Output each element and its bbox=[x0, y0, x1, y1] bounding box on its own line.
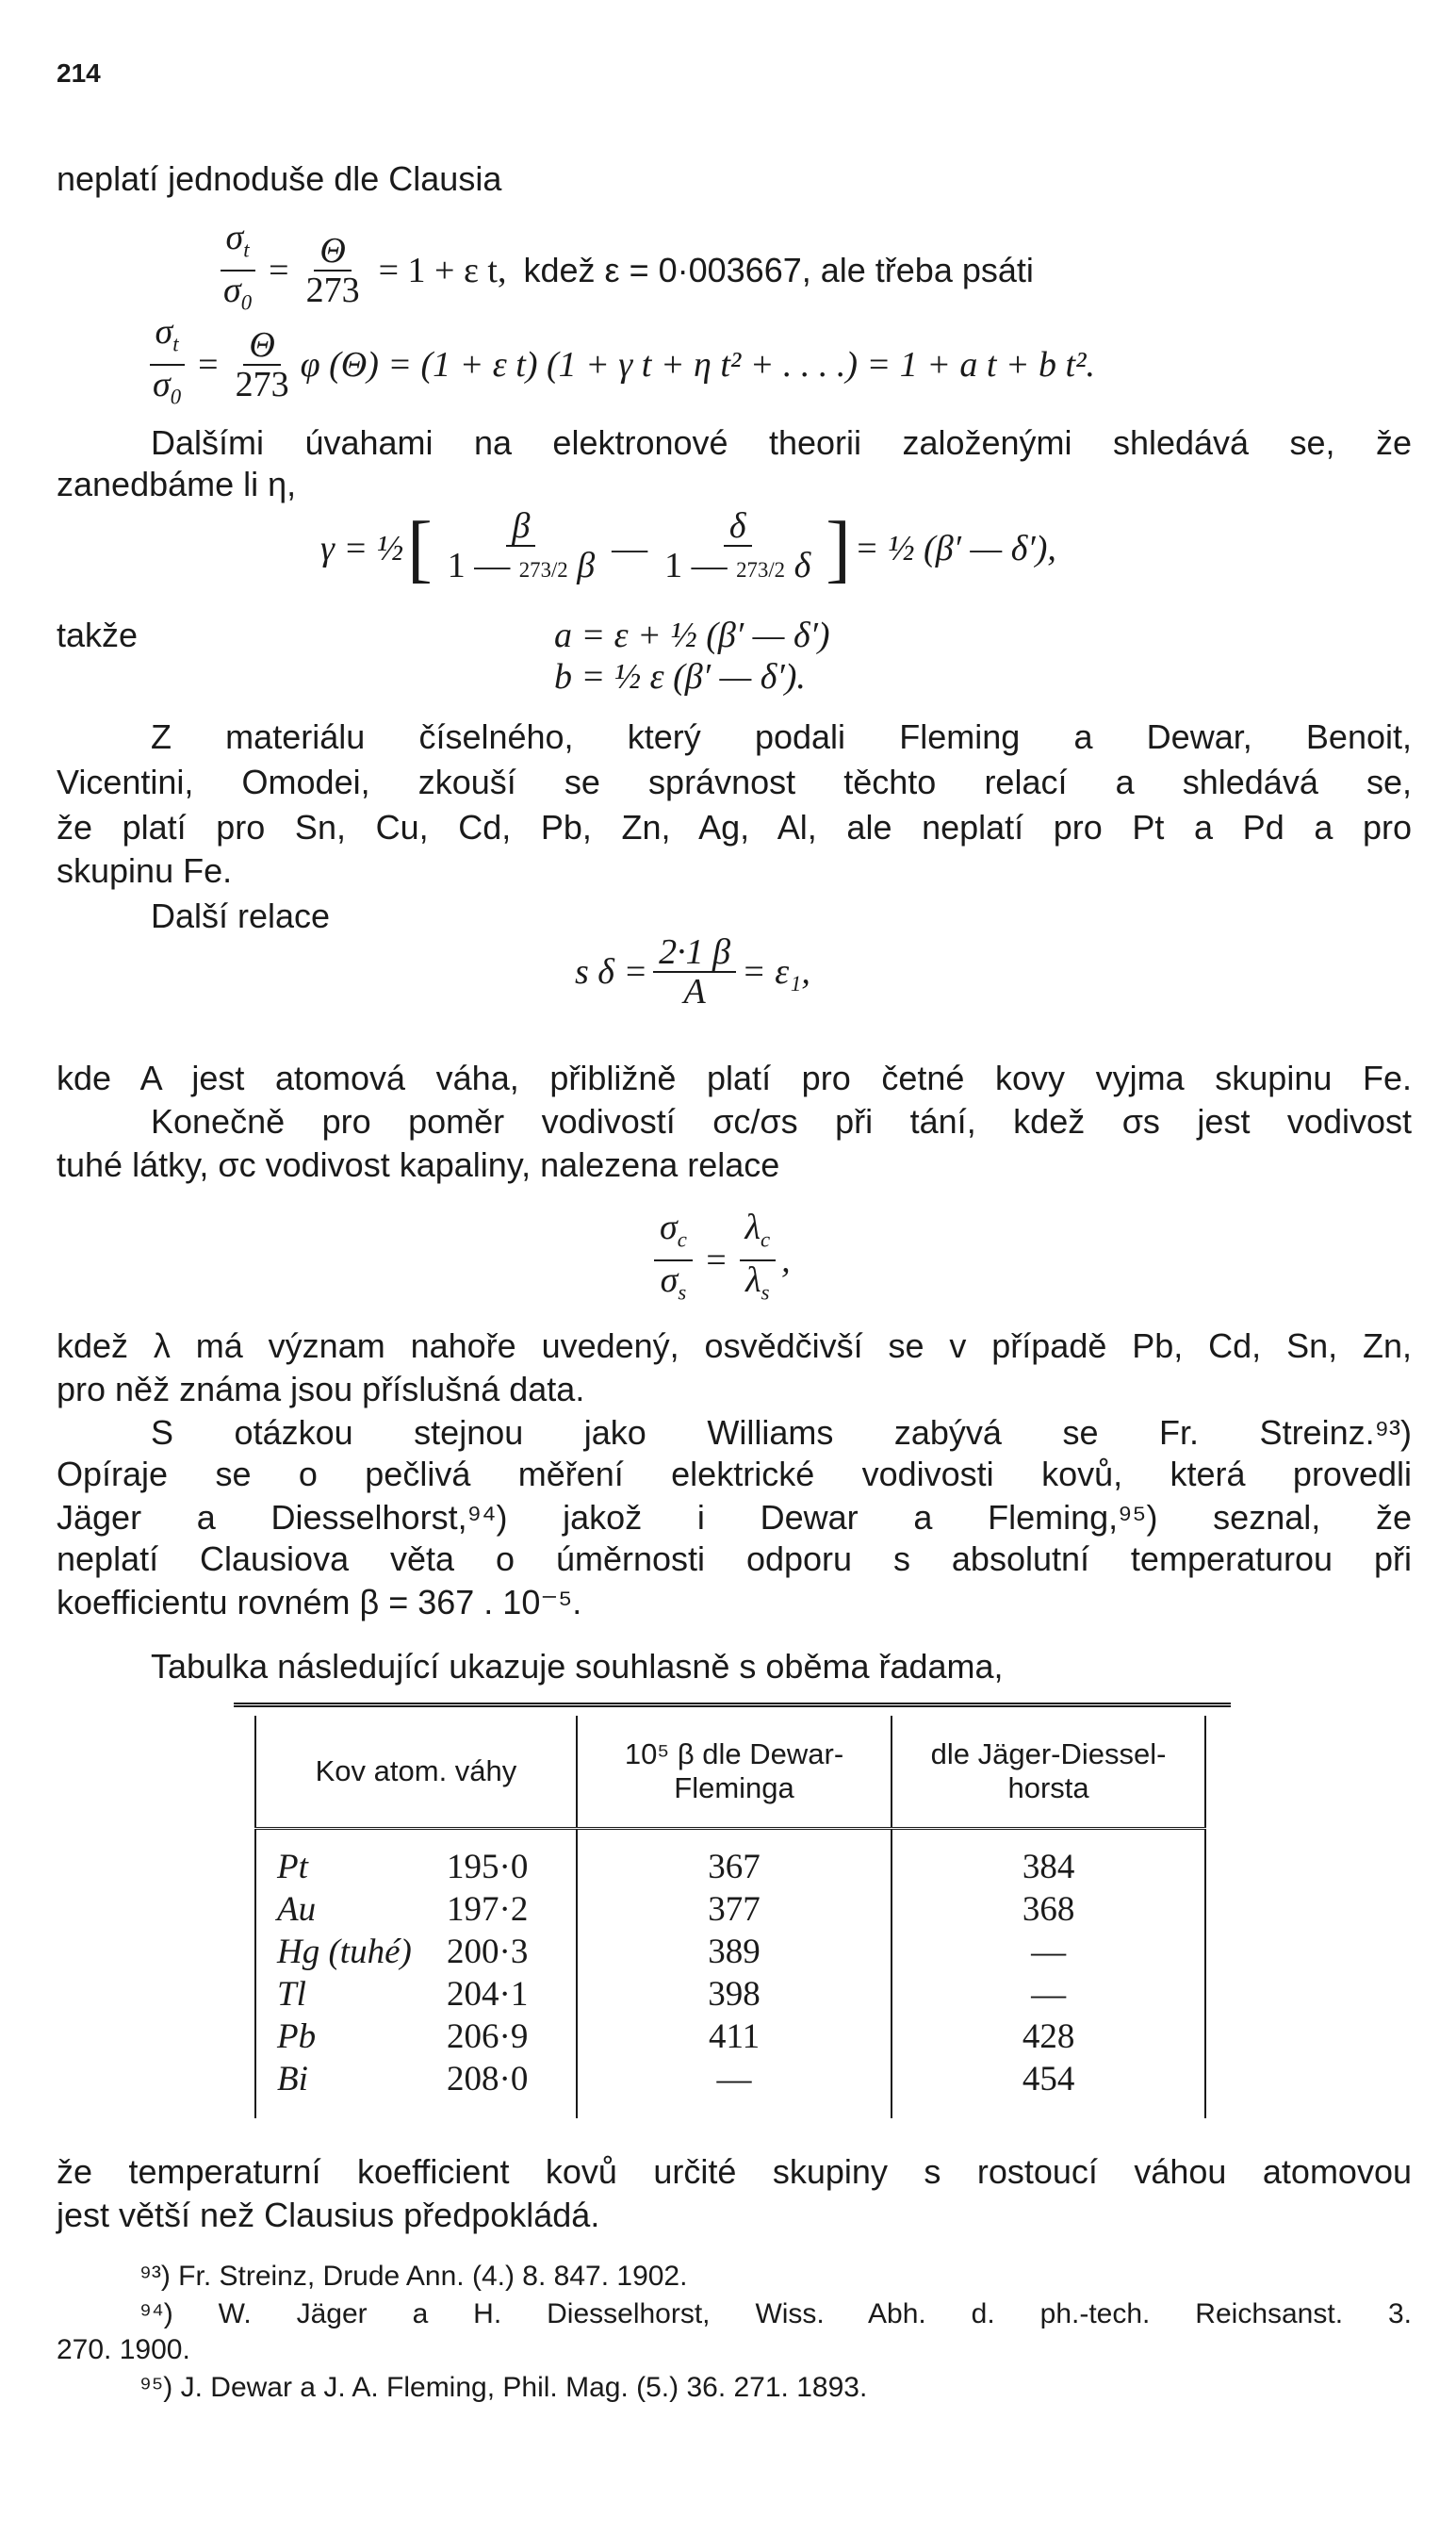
cell-vaha: 200·3 bbox=[447, 1933, 529, 1971]
equation-4-a: a = ε + ½ (β′ — δ′) bbox=[554, 616, 830, 655]
paragraph-8-line-2: jest větší než Clausius předpokládá. bbox=[57, 2196, 600, 2234]
equation-6: $\frac{\sigma_c}{\sigma_s}$ = $\frac{\lambda_c}{\lambda_s}$ , bbox=[648, 1209, 791, 1311]
paragraph-5-line-1: kdež λ má význam nahoře uvedený, osvědčivší se v případě Pb, Cd, Sn, Zn, bbox=[57, 1326, 1412, 1365]
cell-kov: Pb bbox=[277, 2017, 317, 2056]
fraction-sigma-c-sigma-s: $\frac{\sigma_c}{\sigma_s}$ bbox=[654, 1209, 693, 1311]
paragraph-2-line-3: že platí pro Sn, Cu, Cd, Pb, Zn, Ag, Al, ale neplatí pro Pt a Pd a pro bbox=[57, 808, 1412, 847]
cell-dewar: 411 bbox=[577, 2016, 892, 2058]
fraction-theta-273: $\frac{\Theta}{273}$ bbox=[305, 230, 360, 310]
equation-1-note: kdež ε = 0·003667, ale třeba psáti bbox=[523, 250, 1034, 289]
fraction-theta-273-b: $\frac{\Theta}{273}$ bbox=[235, 324, 289, 404]
cell-vaha: 204·1 bbox=[447, 1975, 529, 2014]
paragraph-3: Další relace bbox=[151, 897, 331, 935]
paragraph-1-line-2: zanedbáme li η, bbox=[57, 465, 297, 503]
paragraph-4-line-2: Konečně pro poměr vodivostí σc/σs při tání, kdež σs jest vodivost bbox=[151, 1102, 1412, 1141]
paragraph-6-line-3: Jäger a Diesselhorst,⁹⁴) jakož i Dewar a Fleming,⁹⁵) seznal, že bbox=[57, 1498, 1412, 1537]
cell-kov: Hg (tuhé) bbox=[277, 1933, 412, 1971]
equation-3-rhs: = ½ (β′ — δ′), bbox=[854, 528, 1056, 568]
footnote-95: ⁹⁵) J. Dewar a J. A. Fleming, Phil. Mag. (5.) 36. 271. 1893. bbox=[139, 2372, 868, 2403]
bracket-open: [ bbox=[407, 506, 433, 590]
cell-dewar: 398 bbox=[577, 1973, 892, 2016]
cell-vaha: 195·0 bbox=[447, 1848, 529, 1886]
cell-jager: 428 bbox=[892, 2016, 1205, 2058]
cell-jager: 454 bbox=[892, 2058, 1205, 2118]
equation-4-b: b = ½ ε (β′ — δ′). bbox=[554, 657, 806, 697]
paragraph-2-line-4: skupinu Fe. bbox=[57, 851, 233, 890]
fraction-delta: $\frac{\delta}{1 — 273/2 \delta}$ bbox=[664, 506, 811, 585]
equation-5 bbox=[575, 933, 810, 1011]
paragraph-7: Tabulka následující ukazuje souhlasně s oběma řadama, bbox=[151, 1647, 1004, 1686]
paragraph-6-line-5: koefficientu rovném β = 367 . 10⁻⁵. bbox=[57, 1583, 582, 1621]
cell-dewar: 367 bbox=[577, 1829, 892, 1889]
paragraph-8-line-1: že temperaturní koefficient kovů určité skupiny s rostoucí váhou atomovou bbox=[57, 2152, 1412, 2191]
cell-vaha: 197·2 bbox=[447, 1890, 529, 1929]
fraction-sigma-t-sigma-0: $\frac{\sigma_t}{\sigma_0}$ bbox=[218, 219, 257, 321]
cell-vaha: 208·0 bbox=[447, 2060, 529, 2098]
cell-jager: — bbox=[892, 1973, 1205, 2016]
paragraph-5-line-2: pro něž známa jsou příslušná data. bbox=[57, 1370, 585, 1408]
fraction-2-1-beta-den: A bbox=[683, 972, 706, 1012]
cell-kov: Tl bbox=[277, 1975, 306, 2014]
data-table bbox=[254, 1716, 1206, 2118]
fraction-beta: $\frac{\beta}{1 — 273/2 \beta}$ bbox=[447, 506, 596, 585]
fraction-sigma-t-sigma-0-b: $\frac{\sigma_t}{\sigma_0}$ bbox=[147, 313, 187, 416]
cell-kov: Au bbox=[277, 1890, 317, 1929]
table-row bbox=[255, 1973, 1205, 2016]
cell-jager: 384 bbox=[892, 1829, 1205, 1889]
fraction-2-1-beta-num: 2·1 β bbox=[653, 933, 736, 973]
paragraph-2-line-2: Vicentini, Omodei, zkouší se správnost těchto relací a shledává se, bbox=[57, 763, 1412, 801]
intro-line: neplatí jednoduše dle Clausia bbox=[57, 159, 502, 198]
table-row bbox=[255, 2058, 1205, 2118]
cell-kov: Pt bbox=[277, 1848, 308, 1886]
header-dewar: 10⁵ β dle Dewar-Fleminga bbox=[577, 1716, 892, 1829]
table-row bbox=[255, 1931, 1205, 1973]
table-row bbox=[255, 1829, 1205, 1889]
equation-5-rhs: = ε₁, bbox=[742, 952, 810, 992]
footnote-94: ⁹⁴) W. Jäger a H. Diesselhorst, Wiss. Abh. d. ph.-tech. Reichsanst. 3. bbox=[139, 2298, 1412, 2329]
takze-label: takže bbox=[57, 616, 139, 654]
cell-jager: — bbox=[892, 1931, 1205, 1973]
fraction-2-1-beta bbox=[653, 933, 736, 1011]
paragraph-6-line-1: S otázkou stejnou jako Williams zabývá se Fr. Streinz.⁹³) bbox=[151, 1413, 1412, 1452]
table-row bbox=[255, 2016, 1205, 2058]
bracket-close: ] bbox=[826, 506, 851, 590]
footnote-94-cont: 270. 1900. bbox=[57, 2334, 190, 2365]
cell-dewar: 377 bbox=[577, 1888, 892, 1931]
equation-1-rhs: = 1 + ε t, bbox=[378, 250, 507, 290]
paragraph-4-line-1: kde A jest atomová váha, přibližně platí pro četné kovy vyjma skupinu Fe. bbox=[57, 1059, 1412, 1097]
page-number: 214 bbox=[57, 58, 101, 88]
footnote-93: ⁹³) Fr. Streinz, Drude Ann. (4.) 8. 847. 1902. bbox=[139, 2261, 688, 2292]
equation-2-rhs: φ (Θ) = (1 + ε t) (1 + γ t + η t² + . . . .) = 1 + a t + b t². bbox=[300, 344, 1095, 385]
equation-2: $\frac{\sigma_t}{\sigma_0}$ = $\frac{\Theta}{273}$ φ (Θ) = (1 + ε t) (1 + γ t + η t² + . . . .) = 1 + a t + b t². bbox=[141, 313, 1095, 416]
equation-1: $\frac{\sigma_t}{\sigma_0}$ = $\frac{\Theta}{273}$ = 1 + ε t, kdež ε = 0·003667, ale třeba psáti bbox=[212, 219, 1034, 321]
gamma-lhs: γ = ½ bbox=[320, 528, 404, 568]
paragraph-2-line-1: Z materiálu číselného, který podali Fleming a Dewar, Benoit, bbox=[151, 717, 1412, 756]
paragraph-6-line-4: neplatí Clausiova věta o úměrnosti odporu s absolutní temperaturou při bbox=[57, 1539, 1412, 1578]
header-jager: dle Jäger-Diessel-horsta bbox=[892, 1716, 1205, 1829]
fraction-lambda-c-lambda-s: $\frac{\lambda_c}{\lambda_s}$ bbox=[740, 1209, 777, 1311]
cell-jager: 368 bbox=[892, 1888, 1205, 1931]
equation-3: γ = ½ [ $\frac{\beta}{1 — 273/2 \beta}$ — $\frac{\delta}{1 — 273/2 \delta}$ ] = ½ (β′ — δ′), bbox=[320, 506, 1056, 590]
paragraph-1-line-1: Dalšími úvahami na elektronové theorii založenými shledává se, že bbox=[151, 423, 1412, 462]
cell-vaha: 206·9 bbox=[447, 2017, 529, 2056]
paragraph-4-line-3: tuhé látky, σc vodivost kapaliny, nalezena relace bbox=[57, 1145, 780, 1184]
cell-kov: Bi bbox=[277, 2060, 308, 2098]
cell-dewar: — bbox=[577, 2058, 892, 2118]
table-top-rule bbox=[234, 1703, 1231, 1707]
table-row bbox=[255, 1888, 1205, 1931]
header-kov: Kov atom. váhy bbox=[255, 1716, 577, 1829]
paragraph-6-line-2: Opíraje se o pečlivá měření elektrické vodivosti kovů, která provedli bbox=[57, 1455, 1412, 1493]
cell-dewar: 389 bbox=[577, 1931, 892, 1973]
equation-5-lhs: s δ = bbox=[575, 952, 648, 992]
